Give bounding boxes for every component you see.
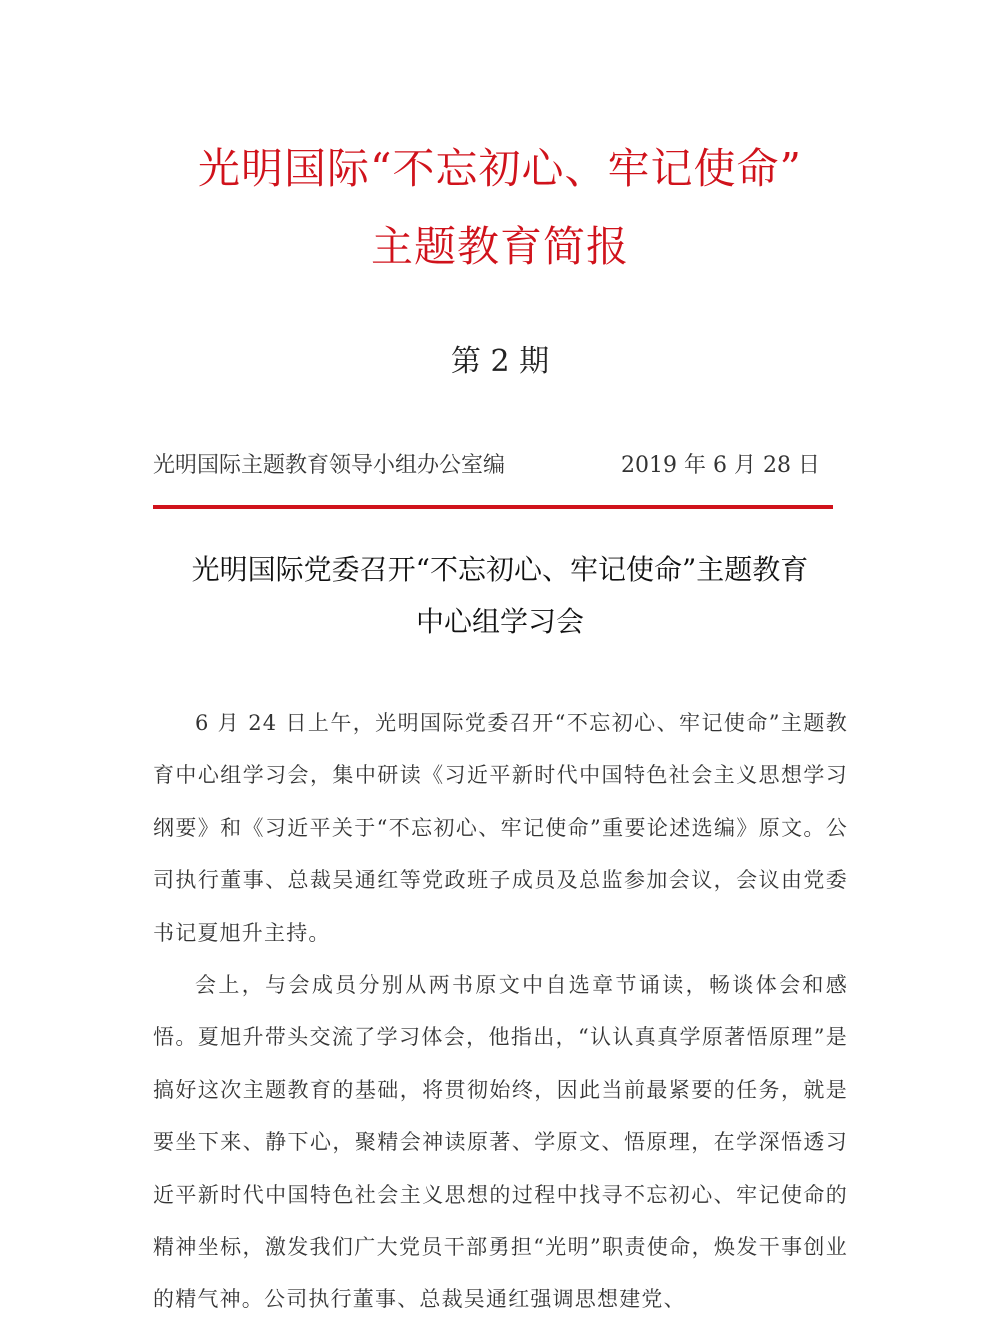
article-paragraph: 6 月 24 日上午，光明国际党委召开“不忘初心、牢记使命”主题教育中心组学习会，集中研读《习近平新时代中国特色社会主义思想学习纲要》和《习近平关于“不忘初心、牢记使命”重要论述选编》原文。公司执行董事、总裁吴通红等党政班子成员及总监参加会议，会议由党委书记夏旭升主持。 bbox=[153, 711, 848, 945]
masthead-title-line2: 主题教育简报 bbox=[370, 222, 629, 271]
article-headline-line1: 光明国际党委召开“不忘初心、牢记使命”主题教育 bbox=[191, 553, 809, 586]
article-headline-line2: 中心组学习会 bbox=[415, 605, 584, 638]
masthead-title-line1: 光明国际“不忘初心、牢记使命” bbox=[198, 144, 802, 193]
article-paragraph: 会上，与会成员分别从两书原文中自选章节诵读，畅谈体会和感悟。夏旭升带头交流了学习体会，他指出，“认认真真学原著悟原理”是搞好这次主题教育的基础，将贯彻始终，因此当前最紧要的任务，就是要坐下来、静下心，聚精会神读原著、学原文、悟原理，在学深悟透习近平新时代中国特色社会主义思想的过程中找寻不忘初心、牢记使命的精神坐标，激发我们广大党员干部勇担“光明”职责使命，焕发干事创业的精气神。公司执行董事、总裁吴通红强调思想建党、 bbox=[153, 973, 848, 1312]
issue-number: 第 2 期 bbox=[450, 344, 550, 379]
editor-credit: 光明国际主题教育领导小组办公室编 bbox=[153, 453, 506, 478]
red-divider-line bbox=[153, 505, 833, 509]
publish-date: 2019 年 6 月 28 日 bbox=[621, 453, 820, 478]
